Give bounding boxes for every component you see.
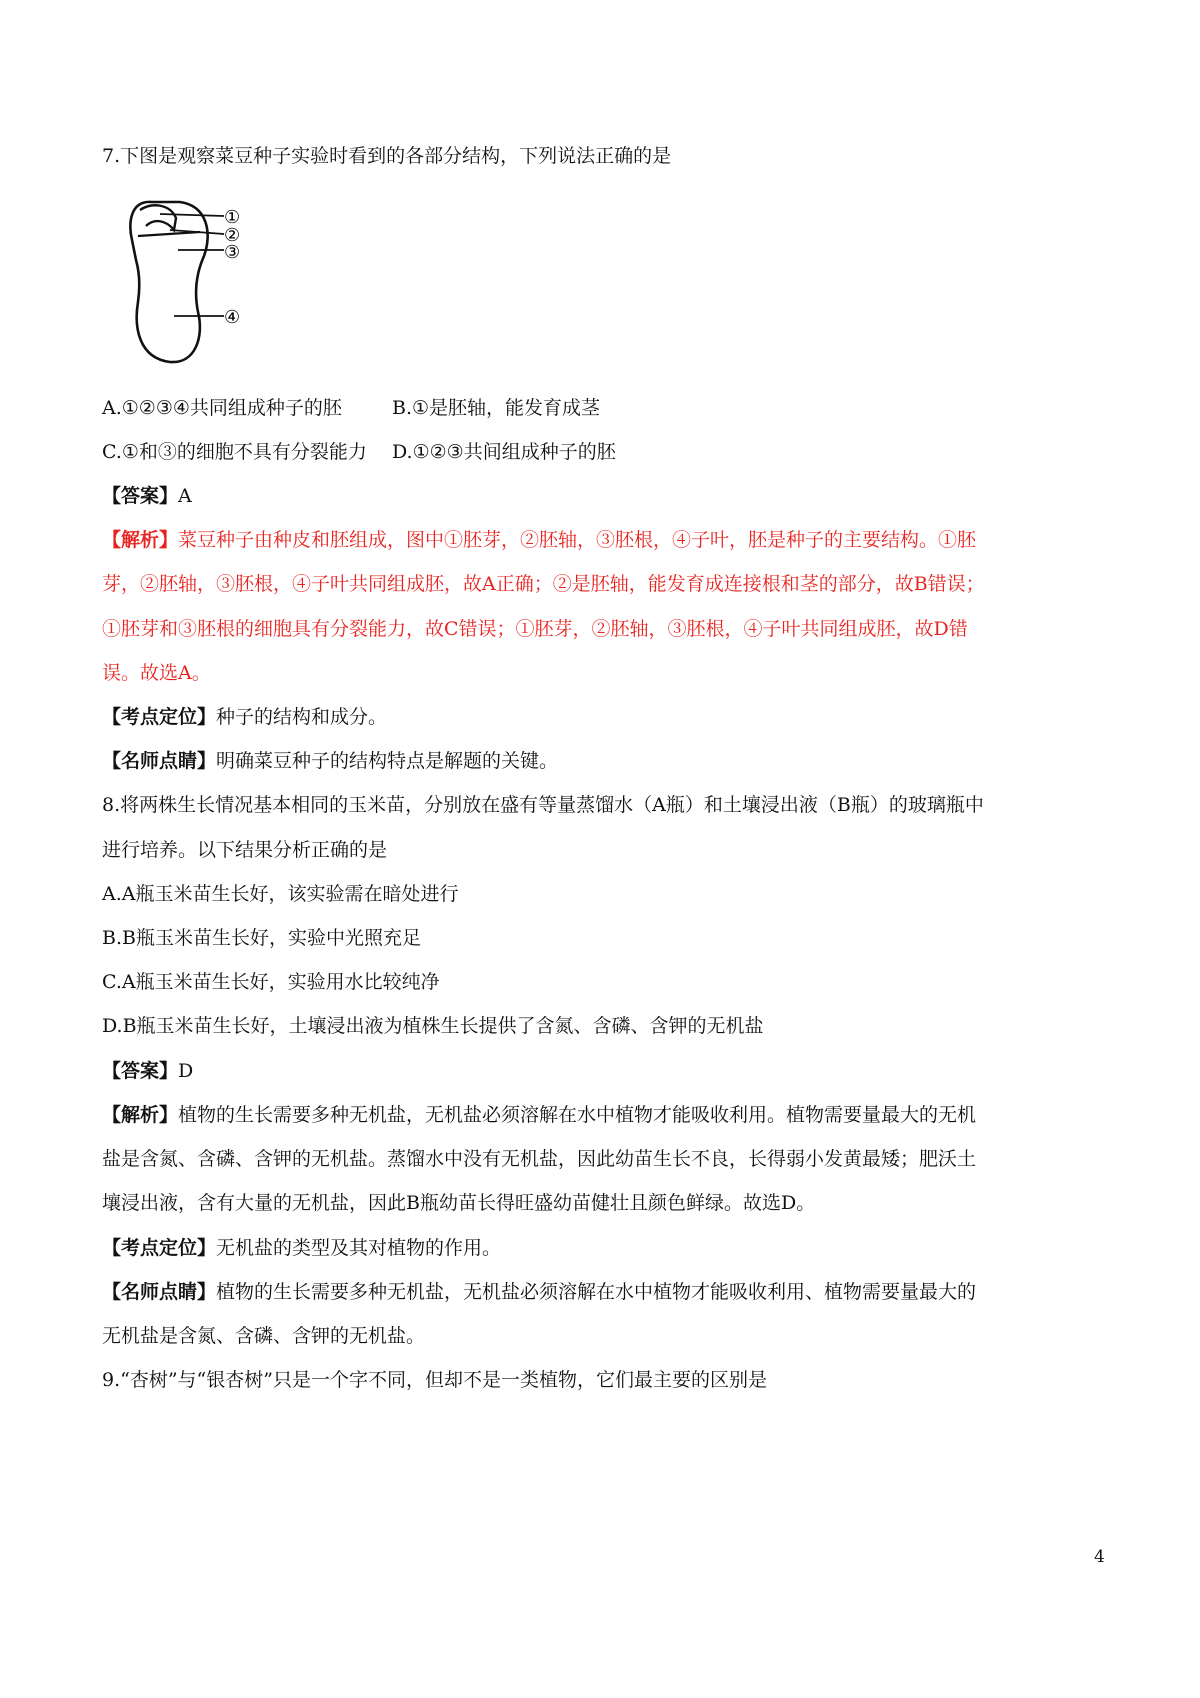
q8-option-c: C.A瓶玉米苗生长好，实验用水比较纯净 [102, 971, 440, 993]
q7-option-a: A.①②③④共同组成种子的胚 [102, 397, 342, 419]
q8-option-d: D.B瓶玉米苗生长好，土壤浸出液为植株生长提供了含氮、含磷、含钾的无机盐 [102, 1015, 764, 1037]
q7-analysis-line: 【解析】菜豆种子由种皮和胚组成，图中①胚芽，②胚轴，③胚根，④子叶，胚是种子的主要结构。①胚 [102, 529, 977, 551]
figure-label-1: ① [224, 207, 241, 228]
q7-kaodian: 【考点定位】种子的结构和成分。 [102, 706, 388, 728]
q8-answer: 【答案】D [102, 1060, 194, 1082]
q7-mingshi: 【名师点睛】明确菜豆种子的结构特点是解题的关键。 [102, 750, 559, 772]
q7-option-d: D.①②③共间组成种子的胚 [392, 441, 616, 463]
embryo-plumule [140, 205, 176, 230]
section-tag: 【解析】 [102, 1104, 179, 1126]
section-tag: 【考点定位】 [102, 706, 217, 728]
section-tag: 【答案】 [102, 1060, 179, 1082]
q7-analysis-line: 芽，②胚轴，③胚根，④子叶共同组成胚，故A正确；②是胚轴，能发育成连接根和茎的部分，故B错误； [102, 573, 985, 595]
q8-analysis-line: 【解析】植物的生长需要多种无机盐，无机盐必须溶解在水中植物才能吸收利用。植物需要量最大的无机 [102, 1104, 977, 1126]
q8-option-a: A.A瓶玉米苗生长好，该实验需在暗处进行 [102, 883, 459, 905]
page-number: 4 [1094, 1547, 1105, 1567]
q8-kaodian: 【考点定位】无机盐的类型及其对植物的作用。 [102, 1237, 502, 1259]
leader-line-1 [160, 214, 224, 216]
q7-option-b: B.①是胚轴，能发育成茎 [392, 397, 601, 419]
q7-answer: 【答案】A [102, 485, 192, 507]
q7-analysis-line: ①胚芽和③胚根的细胞具有分裂能力，故C错误；①胚芽，②胚轴，③胚根，④子叶共同组成胚，故D错 [102, 618, 968, 640]
section-tag: 【考点定位】 [102, 1237, 217, 1259]
q8-stem-line: 进行培养。以下结果分析正确的是 [102, 839, 388, 861]
q8-analysis-line: 壤浸出液，含有大量的无机盐，因此B瓶幼苗长得旺盛幼苗健壮且颜色鲜绿。故选D。 [102, 1192, 816, 1214]
q8-stem-line: 8.将两株生长情况基本相同的玉米苗，分别放在盛有等量蒸馏水（A瓶）和土壤浸出液（B瓶）的玻璃瓶中 [102, 794, 984, 816]
q8-mingshi-line: 无机盐是含氮、含磷、含钾的无机盐。 [102, 1325, 426, 1347]
section-tag: 【名师点睛】 [102, 1281, 217, 1303]
q8-option-b: B.B瓶玉米苗生长好，实验中光照充足 [102, 927, 421, 949]
figure-label-4: ④ [224, 307, 241, 328]
q7-analysis-line: 误。故选A。 [102, 662, 211, 684]
section-tag: 【名师点睛】 [102, 750, 217, 772]
q7-stem: 7.下图是观察菜豆种子实验时看到的各部分结构，下列说法正确的是 [102, 145, 672, 167]
figure-label-2: ② [224, 225, 241, 246]
q7-option-c: C.①和③的细胞不具有分裂能力 [102, 441, 367, 463]
bean-seed-figure [100, 196, 250, 368]
q9-stem: 9.“杏树”与“银杏树”只是一个字不同，但却不是一类植物，它们最主要的区别是 [102, 1369, 767, 1391]
section-tag: 【答案】 [102, 485, 179, 507]
figure-label-3: ③ [224, 242, 241, 263]
embryo-line [138, 232, 200, 236]
q8-analysis-line: 盐是含氮、含磷、含钾的无机盐。蒸馏水中没有无机盐，因此幼苗生长不良，长得弱小发黄最矮；肥沃土 [102, 1148, 977, 1170]
q8-mingshi-line: 【名师点睛】植物的生长需要多种无机盐，无机盐必须溶解在水中植物才能吸收利用、植物需要量最大的 [102, 1281, 977, 1303]
section-tag: 【解析】 [102, 529, 179, 551]
